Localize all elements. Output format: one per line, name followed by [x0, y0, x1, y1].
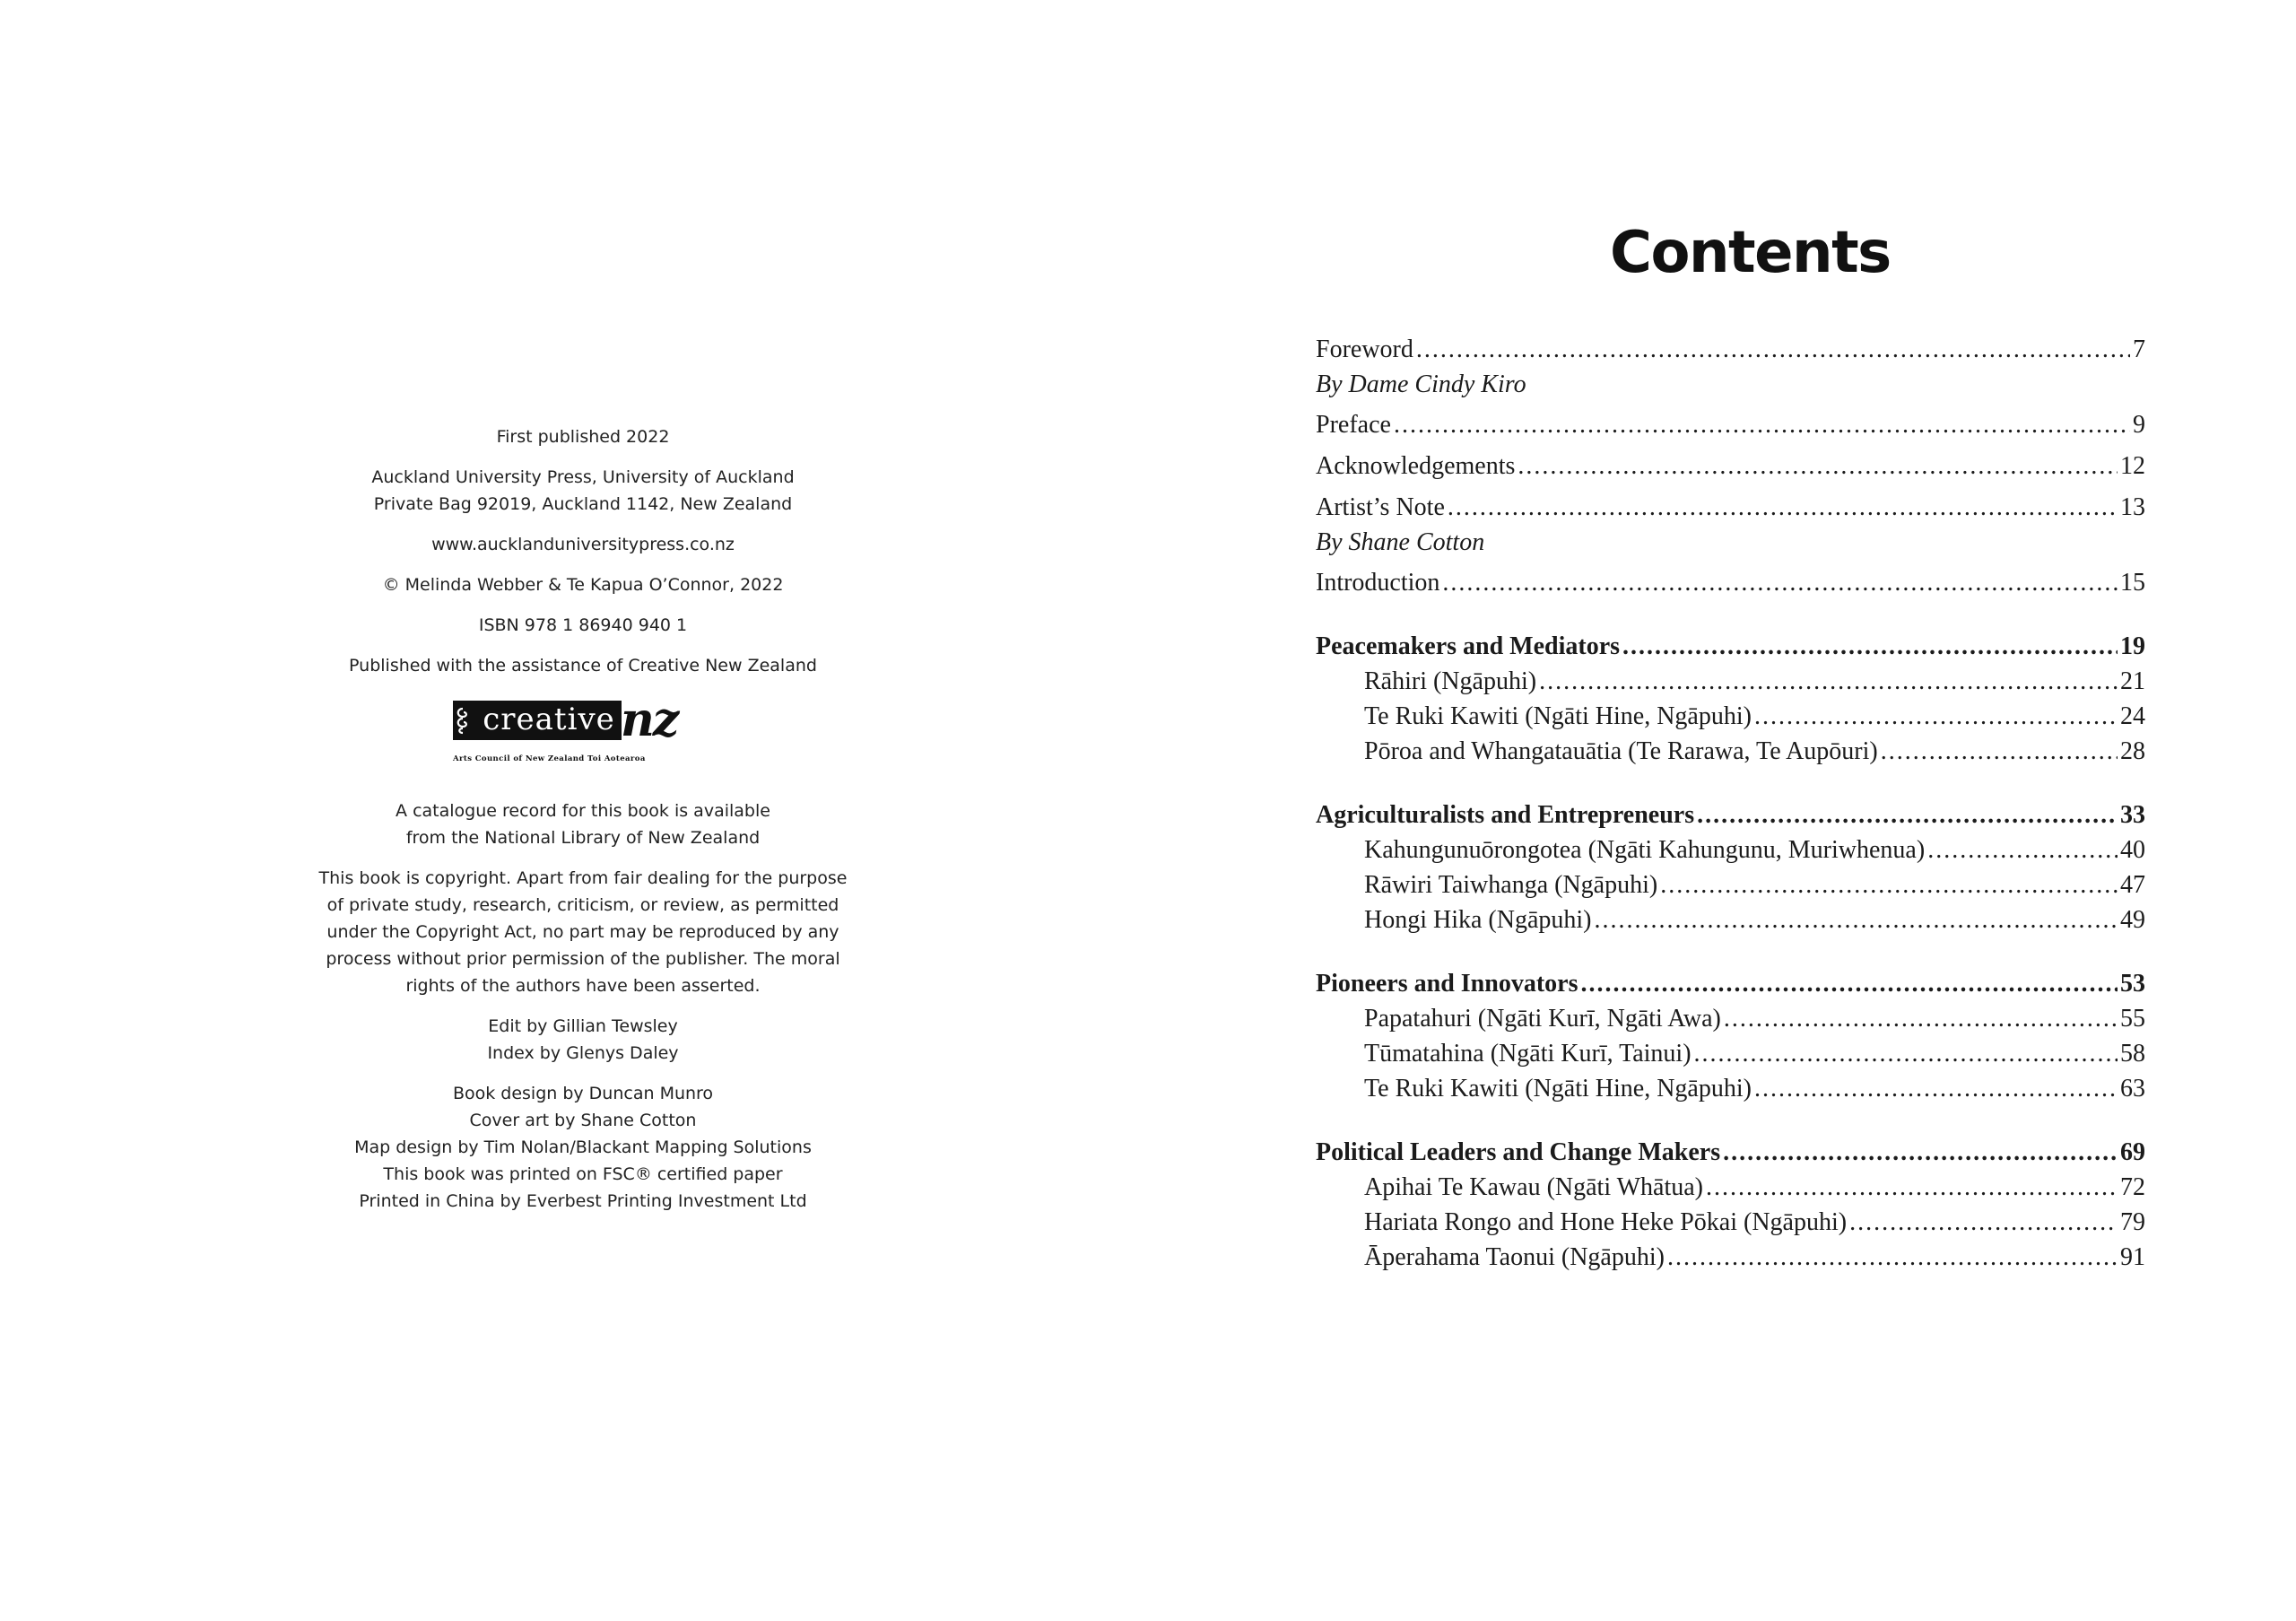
- publisher-website: www.aucklanduniversitypress.co.nz: [431, 535, 735, 554]
- contents-title: Contents: [1610, 220, 1891, 286]
- catalogue-record: A catalogue record for this book is available from the National Library of New Zealand: [396, 801, 770, 848]
- production-credits: Book design by Duncan Munro Cover art by Shane Cotton Map design by Tim Nolan/Blackant Mapping Solutions This book was printed on FSC® certified paper Printed in China by Everbest Printing Investment Ltd: [354, 1084, 812, 1211]
- assistance-note: Published with the assistance of Creative New Zealand: [349, 656, 817, 675]
- toc-item[interactable]: Hariata Rongo and Hone Heke Pōkai (Ngāpuhi) ..... 79: [1316, 1205, 2145, 1240]
- toc-item[interactable]: Apihai Te Kawau (Ngāti Whātua) ..... 72: [1316, 1170, 2145, 1205]
- imprint-page: [269, 423, 897, 1228]
- logo-wordmark-box: creative: [453, 701, 622, 740]
- first-published: First published 2022: [496, 427, 670, 447]
- toc-byline: By Dame Cindy Kiro: [1316, 370, 1526, 398]
- toc-entry-acknowledgements[interactable]: Acknowledgements ..... 12: [1316, 449, 2145, 484]
- koru-swirl-icon: [453, 706, 473, 735]
- toc-entry-foreword[interactable]: Foreword ..... 7: [1316, 332, 2145, 367]
- toc-section-peacemakers[interactable]: Peacemakers and Mediators ..... 19: [1316, 629, 2145, 664]
- toc-section-agriculturalists[interactable]: Agriculturalists and Entrepreneurs ..... 33: [1316, 797, 2145, 832]
- table-of-contents: [1316, 332, 2145, 1275]
- toc-item[interactable]: Rāwiri Taiwhanga (Ngāpuhi) ..... 47: [1316, 867, 2145, 902]
- toc-section-pioneers[interactable]: Pioneers and Innovators ..... 53: [1316, 966, 2145, 1001]
- toc-item[interactable]: Hongi Hika (Ngāpuhi) ..... 49: [1316, 902, 2145, 937]
- copyright-line: © Melinda Webber & Te Kapua O’Connor, 2022: [382, 575, 784, 595]
- editorial-credits: Edit by Gillian Tewsley Index by Glenys Daley: [487, 1016, 679, 1063]
- publisher-address: Auckland University Press, University of Auckland Private Bag 92019, Auckland 1142, New Zealand: [371, 467, 795, 514]
- toc-item[interactable]: Kahungunuōrongotea (Ngāti Kahungunu, Muriwhenua) ..... 40: [1316, 832, 2145, 867]
- toc-entry-preface[interactable]: Preface ..... 9: [1316, 407, 2145, 442]
- toc-section-political-leaders[interactable]: Political Leaders and Change Makers ..... 69: [1316, 1135, 2145, 1170]
- copyright-notice: This book is copyright. Apart from fair dealing for the purpose of private study, research, criticism, or review, as permitted under the Copyright Act, no part may be reproduced by any process without prior permission of the publisher. The moral rights of the authors have been asserted.: [318, 868, 848, 996]
- toc-item[interactable]: Pōroa and Whangatauātia (Te Rarawa, Te Aupōuri) ..... 28: [1316, 734, 2145, 769]
- logo-nz: nz: [621, 693, 678, 747]
- toc-entry-introduction[interactable]: Introduction ..... 15: [1316, 565, 2145, 600]
- isbn: ISBN 978 1 86940 940 1: [478, 615, 688, 635]
- toc-item[interactable]: Papatahuri (Ngāti Kurī, Ngāti Awa) ..... 55: [1316, 1001, 2145, 1036]
- toc-item[interactable]: Te Ruki Kawiti (Ngāti Hine, Ngāpuhi) ..... 24: [1316, 699, 2145, 734]
- toc-byline: By Shane Cotton: [1316, 528, 1485, 556]
- toc-item[interactable]: Rāhiri (Ngāpuhi) ..... 21: [1316, 664, 2145, 699]
- toc-item[interactable]: Te Ruki Kawiti (Ngāti Hine, Ngāpuhi) ..... 63: [1316, 1071, 2145, 1106]
- toc-item[interactable]: Āperahama Taonui (Ngāpuhi) ..... 91: [1316, 1240, 2145, 1275]
- logo-tagline: Arts Council of New Zealand Toi Aotearoa: [453, 754, 646, 763]
- toc-entry-artists-note[interactable]: Artist’s Note ..... 13: [1316, 490, 2145, 525]
- creative-nz-logo: [448, 693, 718, 767]
- toc-item[interactable]: Tūmatahina (Ngāti Kurī, Tainui) ..... 58: [1316, 1036, 2145, 1071]
